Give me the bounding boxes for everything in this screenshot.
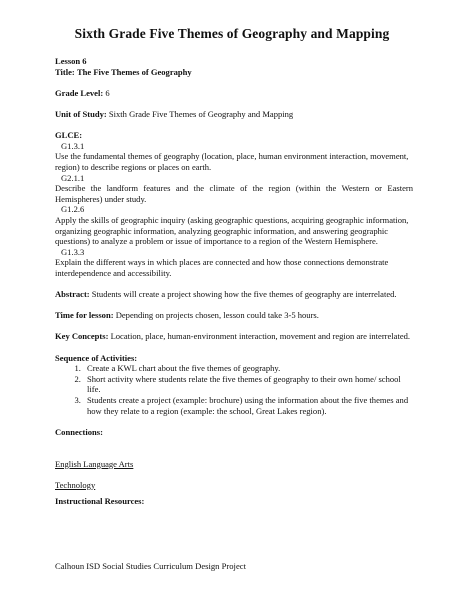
connection-link-technology[interactable]: Technology: [55, 479, 96, 490]
page-title: Sixth Grade Five Themes of Geography and Mapping: [74, 26, 390, 41]
time-for-lesson-value: Depending on projects chosen, lesson could take 3-5 hours.: [115, 310, 319, 321]
glce-code: G1.3.3: [61, 246, 85, 257]
unit-of-study-value: Sixth Grade Five Themes of Geography and Mapping: [108, 108, 294, 119]
connections-heading: Connections:: [55, 426, 103, 437]
page-footer: Calhoun ISD Social Studies Curriculum Design Project: [55, 561, 246, 571]
unit-of-study-label: Unit of Study:: [55, 108, 107, 119]
abstract-value: Students will create a project showing how the five themes of geography are interrelated.: [91, 289, 397, 300]
key-concepts-value: Location, place, human-environment interaction, movement and region are interrelated.: [110, 331, 411, 342]
lesson-title-value: The Five Themes of Geography: [76, 66, 192, 77]
sequence-list: [55, 363, 413, 416]
lesson-number: Lesson 6: [55, 56, 87, 66]
grade-level-label: Grade Level:: [55, 87, 104, 98]
key-concepts-label: Key Concepts:: [55, 331, 109, 342]
glce-code: G1.3.1: [61, 140, 85, 151]
lesson-title-row: [55, 67, 413, 78]
sequence-heading: Sequence of Activities:: [55, 352, 138, 363]
glce-heading: GLCE:: [55, 130, 83, 141]
abstract-row: [55, 289, 413, 300]
glce-text: Describe the landform features and the climate of the region (within the Western or Eastern Hemispheres) under study.: [55, 183, 413, 204]
glce-text: Use the fundamental themes of geography (location, place, human environment interaction, movement, region) to describe regions or places on earth.: [55, 151, 409, 172]
key-concepts-row: [55, 331, 413, 342]
glce-code: G1.2.6: [61, 204, 85, 215]
glce-code: G2.1.1: [61, 172, 85, 183]
glce-text: Explain the different ways in which places are connected and how those connections demonstrate interdependence and accessibility.: [55, 257, 389, 278]
connection-link-english[interactable]: English Language Arts: [55, 458, 134, 469]
unit-of-study-row: [55, 109, 413, 120]
abstract-label: Abstract:: [55, 289, 90, 300]
glce-text: Apply the skills of geographic inquiry (asking geographic questions, acquiring geographic information, organizing geographic information, analyzing geographic information, and answering geographic questions) to analyze a problem or issue of importance to a region of the Western Hemisphere.: [55, 214, 409, 247]
sequence-item: 1. Create a KWL chart about the five themes of geography.: [83, 363, 413, 374]
grade-level-value: 6: [105, 87, 110, 98]
grade-level-row: [55, 88, 413, 99]
time-for-lesson-label: Time for lesson:: [55, 310, 114, 321]
lesson-content: [55, 56, 413, 507]
sequence-item: 3. Students create a project (example: brochure) using the information about the five themes and how they relate to a region (example: the school, Great Lakes region).: [83, 395, 413, 416]
sequence-item: 2. Short activity where students relate the five themes of geography to their own home/ school life.: [83, 374, 413, 395]
instructional-resources-heading: Instructional Resources:: [55, 496, 145, 507]
time-for-lesson-row: [55, 310, 413, 321]
lesson-title-label: Title:: [55, 66, 75, 77]
